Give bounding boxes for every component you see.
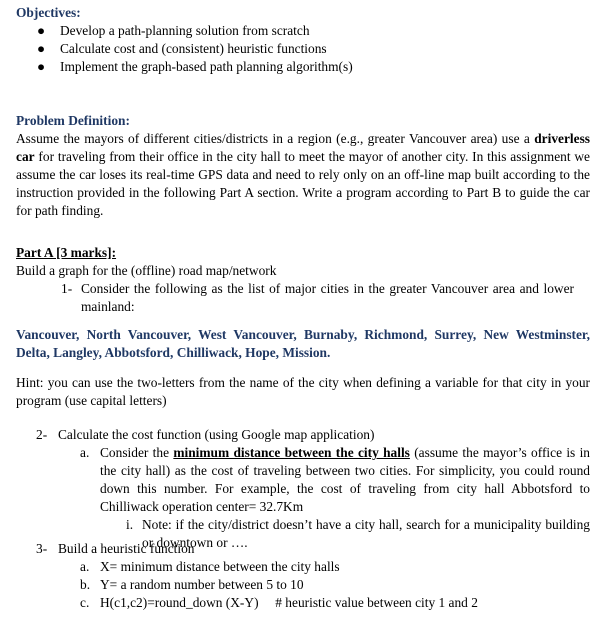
part-a-item-3a: a. X= minimum distance between the city halls	[80, 559, 340, 574]
part-a-item-3c: c. H(c1,c2)=round_down (X-Y) # heuristic value between city 1 and 2	[80, 595, 478, 610]
objectives-section	[16, 4, 590, 76]
part-a-item-3: 3- Build a heuristic function a. X= minimum distance between the city halls b. Y= a random number between 5 to 10 c. H(c1,c2)=round_down (X-Y) # heuristic value between city 1 and 2	[16, 540, 590, 612]
problem-paragraph: Assume the mayors of different cities/districts in a region (e.g., greater Vancouver area) use a driverless car for traveling from their office in the city hall to meet the mayor of another city. In this assignment we assume the car loses its real-time GPS data and need to rely only on an off-line map built according to the instruction provided in the following Part A section. Write a program according to Part B to guide the car for path finding.	[16, 131, 590, 218]
part-a-item-2a-i: i. Note: if the city/district doesn’t have a city hall, search for a municipality building or downtown or ….	[126, 517, 590, 550]
part-a-heading: Part A [3 marks]:	[16, 245, 117, 260]
part-a-intro: Build a graph for the (offline) road map/network	[16, 263, 277, 278]
bullet-icon: ●	[37, 23, 46, 38]
bullet-icon: ●	[37, 59, 46, 74]
bullet-icon: ●	[37, 41, 46, 56]
part-a-item-2a: a. Consider the minimum distance between the city halls (assume the mayor’s office is in the city hall) as the cost of traveling between two cities. For simplicity, you could round down this number. For example, the cost of traveling from city hall Abbotsford to Chilliwack operation center= 32.7Km	[80, 445, 590, 514]
objectives-heading: Objectives:	[16, 5, 81, 20]
part-a-item-2: 2- Calculate the cost function (using Google map application) a. Consider the minimum distance between the city halls (assume the mayor’s office is in the city hall) as the cost of traveling between two cities. For simplicity, you could round down this number. For example, the cost of traveling from city hall Abbotsford to Chilliwack operation center= 32.7Km i. Note: if the city/district doesn’t have a city hall, search for a municipality building or downtown or ….	[16, 426, 590, 552]
part-a-item-1: 1- Consider the following as the list of major cities in the greater Vancouver area and lower mainland:	[61, 281, 574, 314]
hint-paragraph: Hint: you can use the two-letters from the name of the city when defining a variable for that city in your program (use capital letters)	[16, 375, 590, 408]
part-a-item-3b: b. Y= a random number between 5 to 10	[80, 577, 304, 592]
objectives-list	[16, 22, 590, 76]
objective-item: ● Calculate cost and (consistent) heuristic functions	[37, 41, 327, 56]
part-a-section	[16, 244, 590, 316]
objective-item: ● Implement the graph-based path planning algorithm(s)	[37, 59, 353, 74]
problem-heading: Problem Definition:	[16, 113, 130, 128]
city-list: Vancouver, North Vancouver, West Vancouver, Burnaby, Richmond, Surrey, New Westminster, Delta, Langley, Abbotsford, Chilliwack, Hope, Mission.	[16, 327, 590, 360]
problem-section	[16, 112, 590, 220]
objective-item: ● Develop a path-planning solution from scratch	[37, 23, 310, 38]
